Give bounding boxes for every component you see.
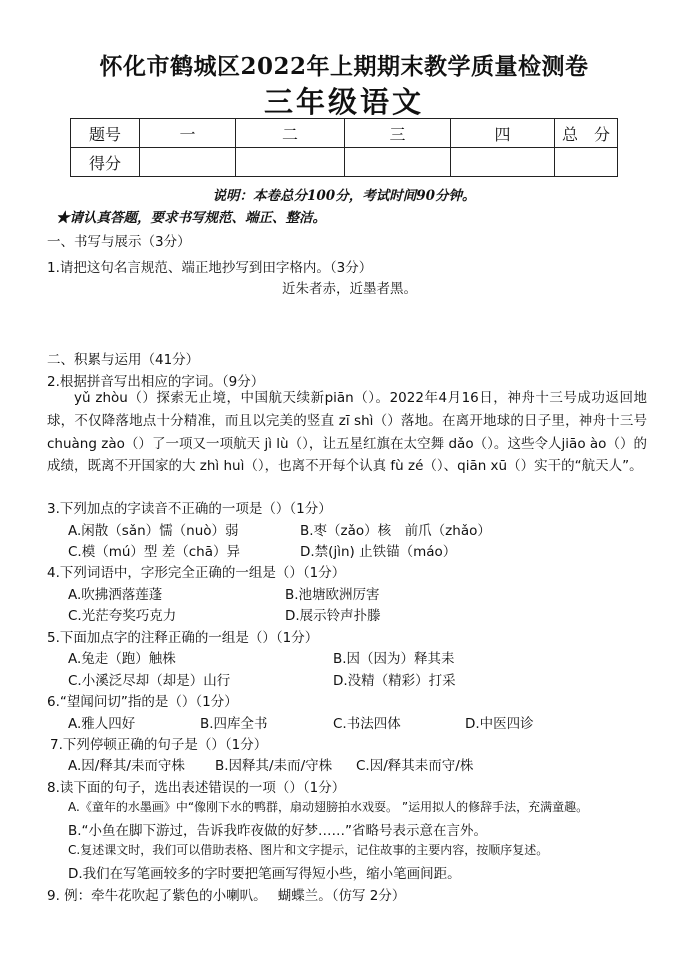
section-1-heading: 一、书写与展示（3分） <box>47 234 191 250</box>
question-1: 1.请把这句名言规范、端正地抄写到田字格内。（3分） <box>47 260 373 276</box>
question-8-option-a: A.《童年的水墨画》中“像刚下水的鸭群，扇动翅膀拍水戏耍。 ”运用拟人的修辞手法，充满童趣。 <box>68 800 589 814</box>
question-4-option-c: C.光茫夸奖巧克力 <box>68 608 177 624</box>
question-3-option-a: A.闲散（sǎn）懦（nuò）弱 <box>68 523 239 539</box>
score-table-cell: 一 <box>140 119 236 148</box>
score-blank-cell[interactable] <box>236 148 345 177</box>
score-table-cell: 四 <box>451 119 555 148</box>
question-3: 3.下列加点的字读音不正确的一项是（）（1分） <box>47 501 332 517</box>
score-table-header-row <box>71 119 618 148</box>
question-8-option-c: C.复述课文时，我们可以借助表格、图片和文字提示，记住故事的主要内容，按顺序复述。 <box>68 843 549 857</box>
section-2-heading: 二、积累与运用（41分） <box>47 352 200 368</box>
score-blank-cell[interactable] <box>140 148 236 177</box>
score-table-cell: 三 <box>345 119 451 148</box>
score-table-cell: 题号 <box>71 119 140 148</box>
score-table-cell: 总 分 <box>555 119 618 148</box>
question-3-option-b: B.枣（zǎo）核 前爪（zhǎo） <box>300 523 491 539</box>
score-blank-cell[interactable] <box>451 148 555 177</box>
question-7-option-a: A.因/释其/耒而守株 <box>68 758 185 774</box>
question-7-option-c: C.因/释其耒而守/株 <box>356 758 474 774</box>
score-table-cell: 二 <box>236 119 345 148</box>
score-table-score-row <box>71 148 618 177</box>
exam-title: 怀化市鹤城区2022年上期期末教学质量检测卷 <box>99 53 589 80</box>
subject-title: 三年级语文 <box>263 85 424 119</box>
score-table-cell: 得分 <box>71 148 140 177</box>
question-4: 4.下列词语中，字形完全正确的一组是（）（1分） <box>47 565 346 581</box>
question-7-option-b: B.因释其/耒而/守株 <box>215 758 333 774</box>
question-5-option-a: A.兔走（跑）触株 <box>68 651 176 667</box>
question-6: 6.“望闻问切”指的是（）（1分） <box>47 694 238 710</box>
question-4-option-a: A.吹拂洒落莲蓬 <box>68 587 163 603</box>
question-3-option-d: D.禁(jìn) 止铁锚（máo） <box>300 544 457 560</box>
question-2-passage: yǔ zhòu（）探索无止境，中国航天续新piān（）。2022年4月16日，神舟十三号成功返回地球，不仅降落地点十分精准，而且以完美的竖直 zī shì（）落地。在离开地球的日子里，神舟十三号 chuàng zào（）了一项又一项航天 jì lù（），让五星红旗在太空舞 dǎo（）。这些令人jiāo ào（）的成绩，既离不开国家的大 zhì huì（），也离不开每个认真 fù zé（）、qiān xū（）实干的“航天人”。 <box>47 390 647 475</box>
question-9: 9. 例：牵牛花吹起了紫色的小喇叭。 蝴蝶兰。（仿写 2分） <box>47 888 406 904</box>
question-5-option-c: C.小溪泛尽却（却是）山行 <box>68 673 231 689</box>
question-3-option-c: C.模（mú）型 差（chā）异 <box>68 544 240 560</box>
question-4-option-b: B.池塘欧洲厉害 <box>285 587 380 603</box>
reminder: ★请认真答题，要求书写规范、端正、整洁。 <box>56 210 326 226</box>
question-6-option-b: B.四库全书 <box>200 716 268 732</box>
question-4-option-d: D.展示铃声扑滕 <box>285 608 381 624</box>
question-7: 7.下列停顿正确的句子是（）（1分） <box>50 737 268 753</box>
question-5: 5.下面加点字的注释正确的一组是（）（1分） <box>47 630 319 646</box>
question-8-option-d: D.我们在写笔画较多的字时要把笔画写得短小些，缩小笔画间距。 <box>68 866 461 882</box>
exam-note: 说明：本卷总分100分，考试时间90分钟。 <box>212 188 476 204</box>
score-table <box>70 118 618 177</box>
quote-text: 近朱者赤，近墨者黑。 <box>282 281 417 297</box>
question-2: 2.根据拼音写出相应的字词。（9分） <box>47 374 265 390</box>
question-8-option-b: B.“小鱼在脚下游过，告诉我昨夜做的好梦……”省略号表示意在言外。 <box>68 823 488 839</box>
question-6-option-c: C.书法四体 <box>333 716 401 732</box>
score-blank-cell[interactable] <box>345 148 451 177</box>
score-blank-cell[interactable] <box>555 148 618 177</box>
question-6-option-d: D.中医四诊 <box>465 716 534 732</box>
question-5-option-b: B.因（因为）释其耒 <box>333 651 455 667</box>
question-5-option-d: D.没精（精彩）打采 <box>333 673 456 689</box>
question-6-option-a: A.雅人四好 <box>68 716 136 732</box>
question-8: 8.读下面的句子，选出表述错误的一项（）（1分） <box>47 780 346 796</box>
